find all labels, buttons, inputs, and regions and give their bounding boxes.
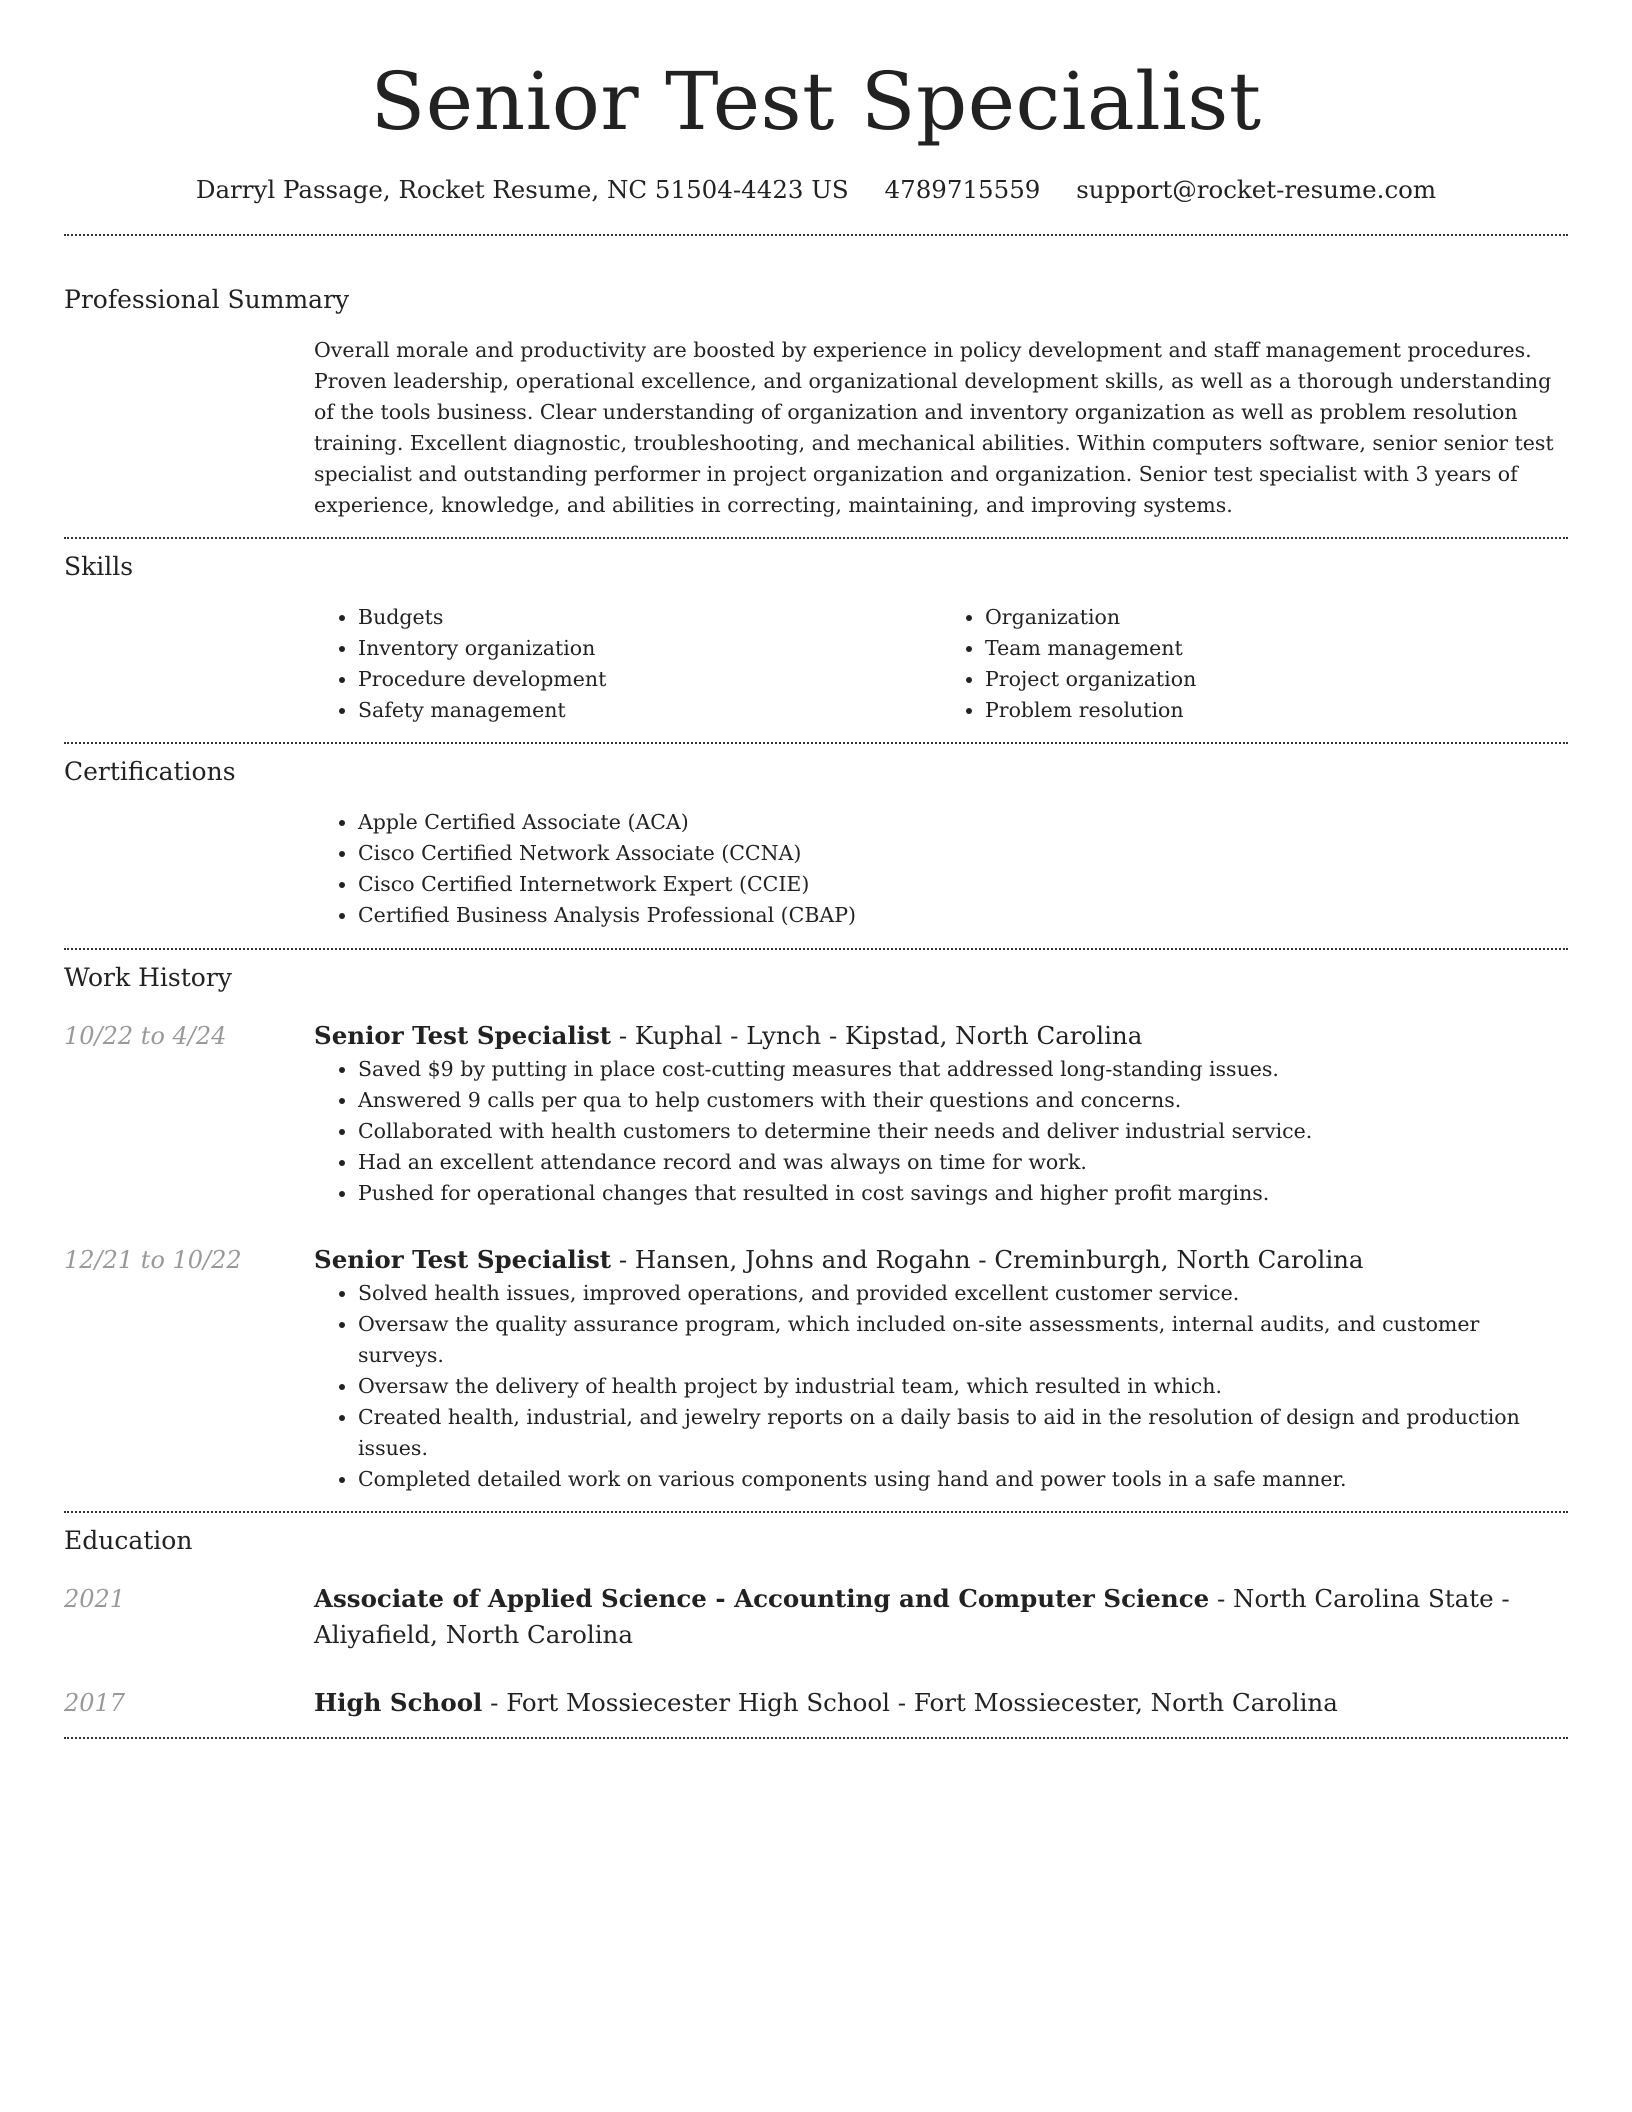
certification-item: • Cisco Certified Internetwork Expert (CCIE) bbox=[358, 869, 1568, 900]
contact-address: Darryl Passage, Rocket Resume, NC 51504-4423 US bbox=[195, 175, 849, 204]
contact-line bbox=[64, 172, 1568, 208]
education-degree: Associate of Applied Science - Accounting and Computer Science bbox=[314, 1584, 1210, 1613]
education-degree: High School bbox=[314, 1688, 483, 1717]
skill-item: • Safety management bbox=[358, 695, 941, 726]
education-details: - Fort Mossiecester High School - Fort Mossiecester, North Carolina bbox=[482, 1688, 1338, 1717]
job-bullet: • Collaborated with health customers to determine their needs and deliver industrial service. bbox=[358, 1116, 1568, 1147]
skill-item: • Project organization bbox=[985, 664, 1568, 695]
skill-item: • Inventory organization bbox=[358, 633, 941, 664]
skill-item: • Procedure development bbox=[358, 664, 941, 695]
job-bullets bbox=[314, 1278, 1568, 1495]
education-heading: Education bbox=[64, 1526, 193, 1555]
skills-list-left bbox=[314, 602, 941, 726]
job-main bbox=[314, 1242, 1568, 1495]
skills-grid bbox=[314, 602, 1568, 726]
education-entry bbox=[64, 1685, 1568, 1721]
skills-section bbox=[64, 539, 1568, 742]
job-bullet: • Solved health issues, improved operations, and provided excellent customer service. bbox=[358, 1278, 1568, 1309]
skills-list-right bbox=[941, 602, 1568, 726]
education-year: 2017 bbox=[64, 1689, 126, 1717]
summary-text: Overall morale and productivity are boosted by experience in policy development and staff management procedures. Proven leadership, operational excellence, and organizational development skills, as well as a thorough understanding of the tools business. Clear understanding of organization and inventory organization as well as problem resolution training. Excellent diagnostic, troubleshooting, and mechanical abilities. Within computers software, senior senior test specialist and outstanding performer in project organization and organization. Senior test specialist with 3 years of experience, knowledge, and abilities in correcting, maintaining, and improving systems. bbox=[314, 338, 1554, 517]
education-details: - North Carolina State - Aliyafield, North Carolina bbox=[314, 1584, 1510, 1649]
certification-item: • Apple Certified Associate (ACA) bbox=[358, 807, 1568, 838]
certifications-heading: Certifications bbox=[64, 757, 236, 786]
education-heading-line bbox=[314, 1685, 1568, 1721]
resume-header bbox=[64, 0, 1568, 208]
job-bullet: • Created health, industrial, and jewelry reports on a daily basis to aid in the resolution of design and production issues. bbox=[358, 1402, 1568, 1464]
contact-email: support@rocket-resume.com bbox=[1076, 175, 1437, 204]
skills-heading: Skills bbox=[64, 552, 134, 581]
job-entry bbox=[64, 1242, 1568, 1495]
candidate-title: Senior Test Specialist bbox=[370, 55, 1262, 148]
education-divider bbox=[64, 1737, 1568, 1739]
work-section bbox=[64, 950, 1568, 1511]
job-heading bbox=[314, 1242, 1568, 1278]
job-bullets bbox=[314, 1054, 1568, 1209]
job-bullet: • Pushed for operational changes that resulted in cost savings and higher profit margins. bbox=[358, 1178, 1568, 1209]
work-heading: Work History bbox=[64, 963, 232, 992]
skill-item: • Organization bbox=[985, 602, 1568, 633]
summary-heading: Professional Summary bbox=[64, 285, 350, 314]
job-role: Senior Test Specialist bbox=[314, 1245, 612, 1274]
job-bullet: • Saved $9 by putting in place cost-cutting measures that addressed long-standing issues. bbox=[358, 1054, 1568, 1085]
job-bullet: • Had an excellent attendance record and was always on time for work. bbox=[358, 1147, 1568, 1178]
summary-body bbox=[314, 335, 1568, 521]
job-heading bbox=[314, 1018, 1568, 1054]
job-details: - Kuphal - Lynch - Kipstad, North Carolina bbox=[611, 1021, 1143, 1050]
certifications-section bbox=[64, 744, 1568, 948]
certifications-list bbox=[314, 807, 1568, 931]
job-main bbox=[314, 1018, 1568, 1209]
skill-item: • Team management bbox=[985, 633, 1568, 664]
certification-item: • Cisco Certified Network Associate (CCNA) bbox=[358, 838, 1568, 869]
education-section bbox=[64, 1513, 1568, 1737]
summary-section bbox=[64, 236, 1568, 537]
job-bullet: • Completed detailed work on various components using hand and power tools in a safe manner. bbox=[358, 1464, 1568, 1495]
job-bullet: • Oversaw the delivery of health project by industrial team, which resulted in which. bbox=[358, 1371, 1568, 1402]
education-entry bbox=[64, 1581, 1568, 1653]
education-heading-line bbox=[314, 1581, 1568, 1653]
job-bullet: • Answered 9 calls per qua to help customers with their questions and concerns. bbox=[358, 1085, 1568, 1116]
job-role: Senior Test Specialist bbox=[314, 1021, 612, 1050]
skill-item: • Problem resolution bbox=[985, 695, 1568, 726]
contact-phone: 4789715559 bbox=[884, 175, 1041, 204]
job-dates: 12/21 to 10/22 bbox=[64, 1246, 242, 1274]
certification-item: • Certified Business Analysis Professional (CBAP) bbox=[358, 900, 1568, 931]
education-year: 2021 bbox=[64, 1585, 126, 1613]
job-dates: 10/22 to 4/24 bbox=[64, 1022, 227, 1050]
skill-item: • Budgets bbox=[358, 602, 941, 633]
certifications-body bbox=[314, 807, 1568, 931]
job-entry bbox=[64, 1018, 1568, 1209]
job-bullet: • Oversaw the quality assurance program, which included on-site assessments, internal audits, and customer surveys. bbox=[358, 1309, 1568, 1371]
job-details: - Hansen, Johns and Rogahn - Creminburgh, North Carolina bbox=[611, 1245, 1364, 1274]
